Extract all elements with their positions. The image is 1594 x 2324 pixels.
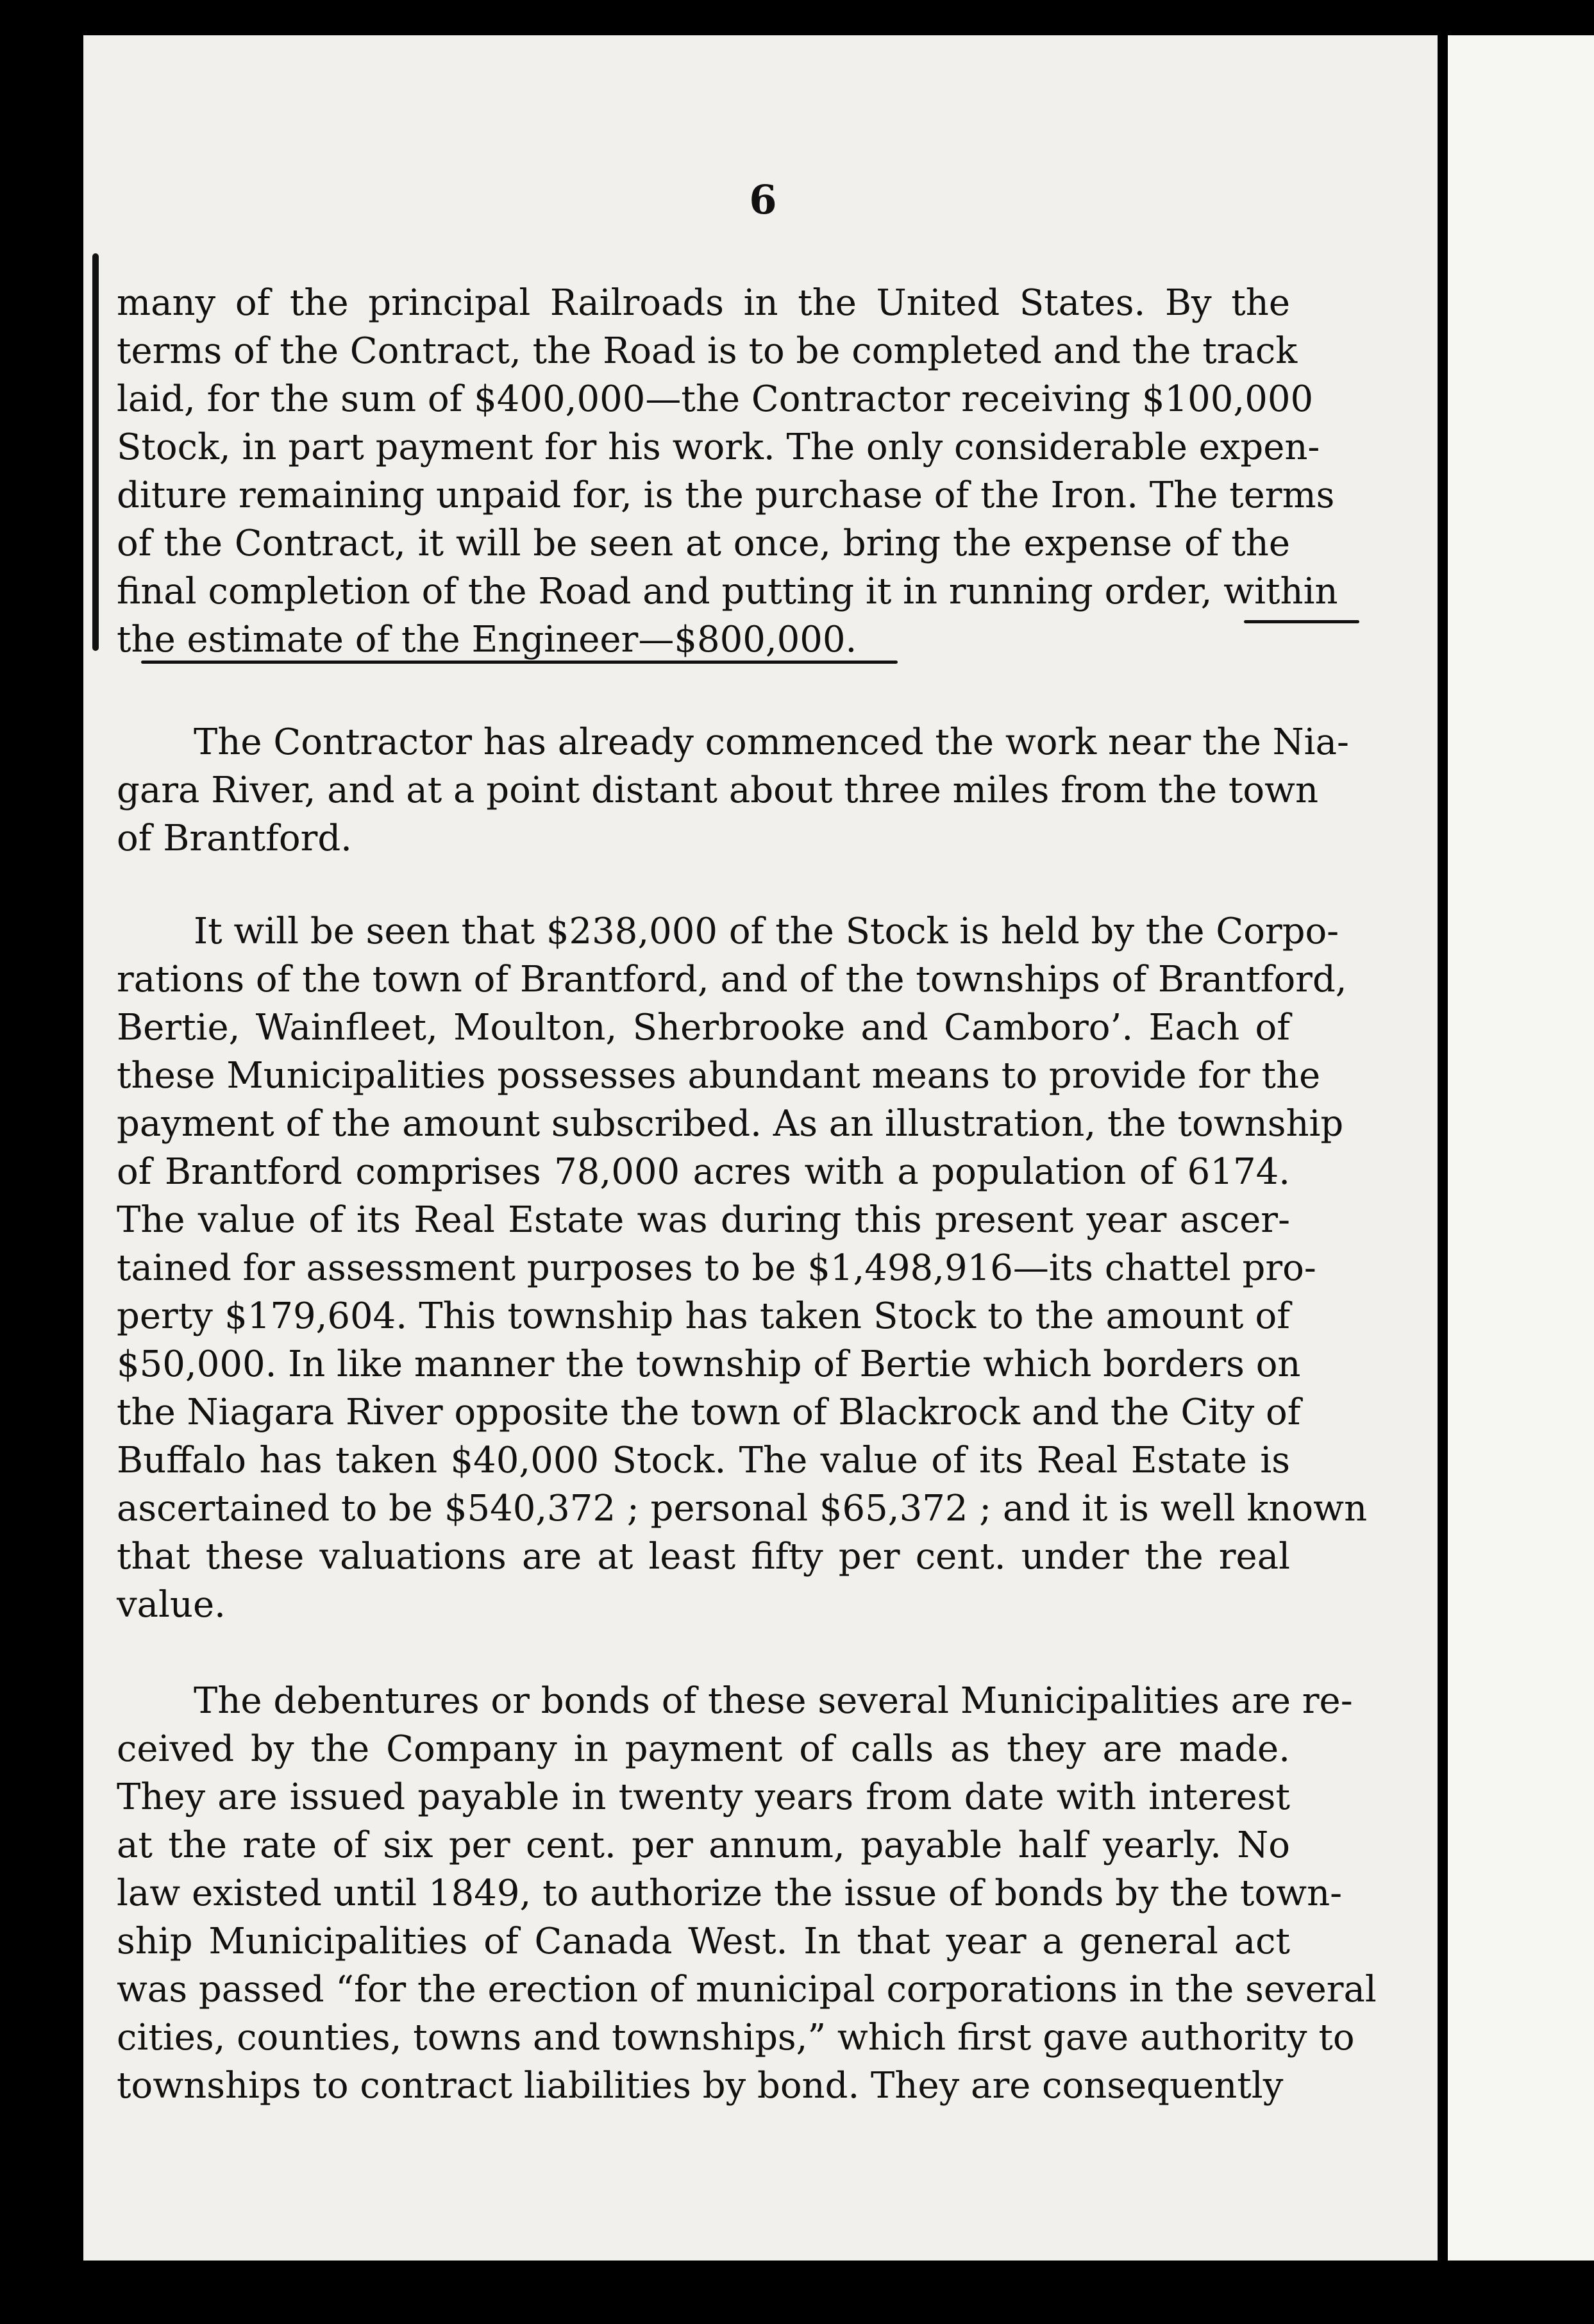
text-line: of Brantford comprises 78,000 acres with a population of 6174. [117,1151,1290,1193]
text-line: The value of its Real Estate was during this present year ascer- [117,1199,1290,1241]
text-line: terms of the Contract, the Road is to be completed and the track [117,330,1298,372]
text-line: ascertained to be $540,372 ; personal $65,372 ; and it is well known [117,1488,1368,1529]
text-line: Buffalo has taken $40,000 Stock. The value of its Real Estate is [117,1440,1290,1481]
text-line: diture remaining unpaid for, is the purchase of the Iron. The terms [117,475,1335,516]
text-line: laid, for the sum of $400,000—the Contractor receiving $100,000 [117,378,1314,420]
text-line: perty $179,604. This township has taken Stock to the amount of [117,1295,1290,1337]
text-line: townships to contract liabilities by bond. They are consequently [117,2065,1284,2107]
text-line: The Contractor has already commenced the work near the Nia- [194,721,1349,763]
text-line: ceived by the Company in payment of calls as they are made. [117,1728,1290,1770]
text-line: gara River, and at a point distant about three miles from the town [117,770,1319,811]
text-line: many of the principal Railroads in the United States. By the [117,282,1290,324]
text-line: of the Contract, it will be seen at once, bring the expense of the [117,523,1290,564]
text-line: final completion of the Road and putting it in running order, within [117,571,1338,612]
text-line: ship Municipalities of Canada West. In that year a general act [117,1921,1290,1962]
text-line: law existed until 1849, to authorize the issue of bonds by the town- [117,1873,1343,1914]
text-line: $50,000. In like manner the township of Bertie which borders on [117,1343,1301,1385]
text-line: It will be seen that $238,000 of the Stock is held by the Corpo- [194,911,1339,952]
text-line: rations of the town of Brantford, and of the townships of Brantford, [117,959,1347,1000]
text-line: The debentures or bonds of these several Municipalities are re- [194,1680,1353,1722]
handwritten-underline-mark [141,661,898,664]
text-line: value. [117,1584,226,1626]
text-line: They are issued payable in twenty years from date with interest [117,1776,1290,1818]
text-line: cities, counties, towns and townships,” which first gave authority to [117,2017,1355,2059]
text-line: the Niagara River opposite the town of Blackrock and the City of [117,1392,1301,1433]
document-page [83,35,1443,2261]
text-line: tained for assessment purposes to be $1,498,916—its chattel pro- [117,1247,1316,1289]
page-number: 6 [749,176,777,223]
text-line: of Brantford. [117,818,352,859]
text-line: at the rate of six per cent. per annum, payable half yearly. No [117,1824,1290,1866]
facing-page-edge [1448,35,1594,2261]
page-gutter [1438,35,1448,2261]
text-line: payment of the amount subscribed. As an illustration, the township [117,1103,1344,1145]
text-line: Bertie, Wainfleet, Moulton, Sherbrooke and Camboro’. Each of [117,1007,1290,1048]
text-line: Stock, in part payment for his work. The only considerable expen- [117,426,1320,468]
text-line: these Municipalities possesses abundant means to provide for the [117,1055,1321,1097]
margin-bracket-mark [92,253,99,651]
text-line: was passed “for the erection of municipal corporations in the several [117,1969,1377,2010]
text-line: the estimate of the Engineer—$800,000. [117,619,857,661]
text-line: that these valuations are at least fifty per cent. under the real [117,1536,1290,1578]
